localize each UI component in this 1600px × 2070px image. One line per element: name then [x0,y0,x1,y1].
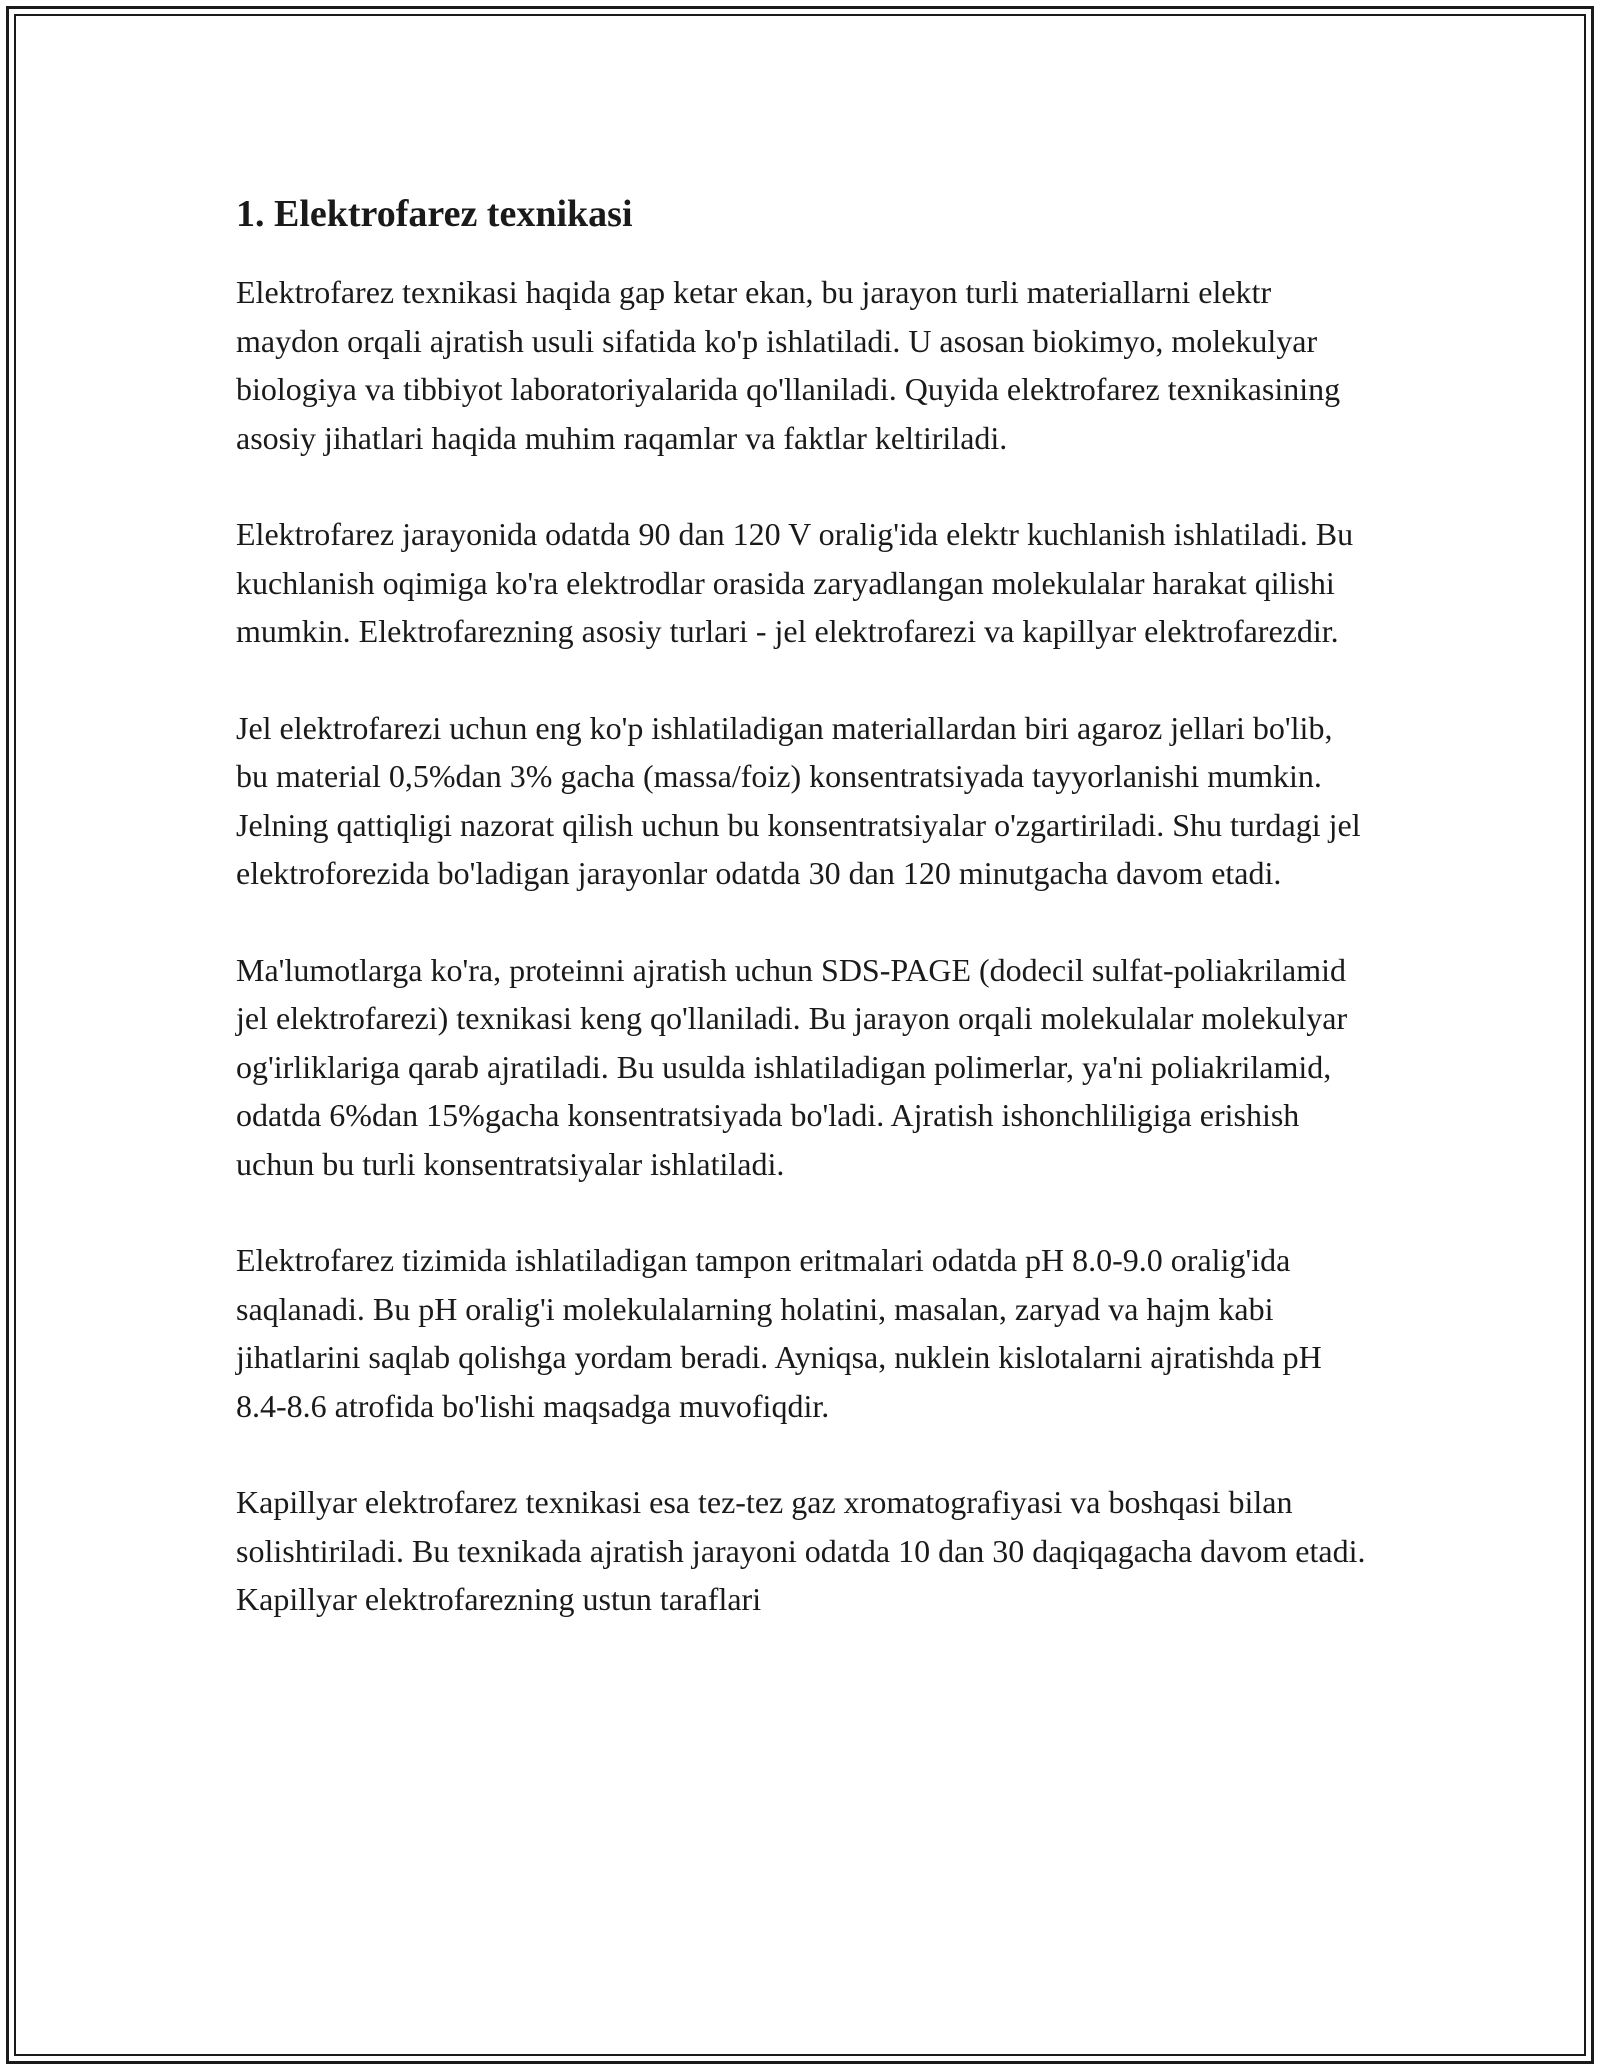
section-heading: 1. Elektrofarez texnikasi [236,193,633,235]
document-body [236,186,1366,1672]
paragraph-voltage: Elektrofarez jarayonida odatda 90 dan 120 V oralig'ida elektr kuchlanish ishlatiladi. Bu kuchlanish oqimiga ko'ra elektrodlar orasida zaryadlangan molekulalar harakat qilishi mumkin. Elektrofarezning asosiy turlari - jel elektrofarezi va kapillyar elektrofarezdir. [236,516,1354,649]
paragraph-sds-page: Ma'lumotlarga ko'ra, proteinni ajratish uchun SDS-PAGE (dodecil sulfat-poliakrilamid jel elektrofarezi) texnikasi keng qo'llaniladi. Bu jarayon orqali molekulalar molekulyar og'irliklariga qarab ajratiladi. Bu usulda ishlatiladigan polimerlar, ya'ni poliakrilamid, odatda 6%dan 15%gacha konsentratsiyada bo'ladi. Ajratish ishonchliligiga erishish uchun bu turli konsentratsiyalar ishlatiladi. [236,951,1348,1182]
paragraph-buffer: Elektrofarez tizimida ishlatiladigan tampon eritmalari odatda pH 8.0-9.0 oralig'ida saqlanadi. Bu pH oralig'i molekulalarning holatini, masalan, zaryad va hajm kabi jihatlarini saqlab qolishga yordam beradi. Ayniqsa, nuklein kislotalarni ajratishda pH 8.4-8.6 atrofida bo'lishi maqsadga muvofiqdir. [236,1242,1322,1424]
paragraph-gel: Jel elektrofarezi uchun eng ko'p ishlatiladigan materiallardan biri agaroz jellari bo'lib, bu material 0,5%dan 3% gacha (massa/foiz) konsentratsiyada tayyorlanishi mumkin. Jelning qattiqligi nazorat qilish uchun bu konsentratsiyalar o'zgartiriladi. Shu turdagi jel elektroforezida bo'ladigan jarayonlar odatda 30 dan 120 minutgacha davom etadi. [236,709,1361,891]
paragraph-capillary: Kapillyar elektrofarez texnikasi esa tez-tez gaz xromatografiyasi va boshqasi bilan solishtiriladi. Bu texnikada ajratish jarayoni odatda 10 dan 30 daqiqagacha davom etadi. Kapillyar elektrofarezning ustun taraflari [236,1484,1366,1617]
paragraph-intro: Elektrofarez texnikasi haqida gap ketar ekan, bu jarayon turli materiallarni elektr maydon orqali ajratish usuli sifatida ko'p ishlatiladi. U asosan biokimyo, molekulyar biologiya va tibbiyot laboratoriyalarida qo'llaniladi. Quyida elektrofarez texnikasining asosiy jihatlari haqida muhim raqamlar va faktlar keltiriladi. [236,274,1341,456]
